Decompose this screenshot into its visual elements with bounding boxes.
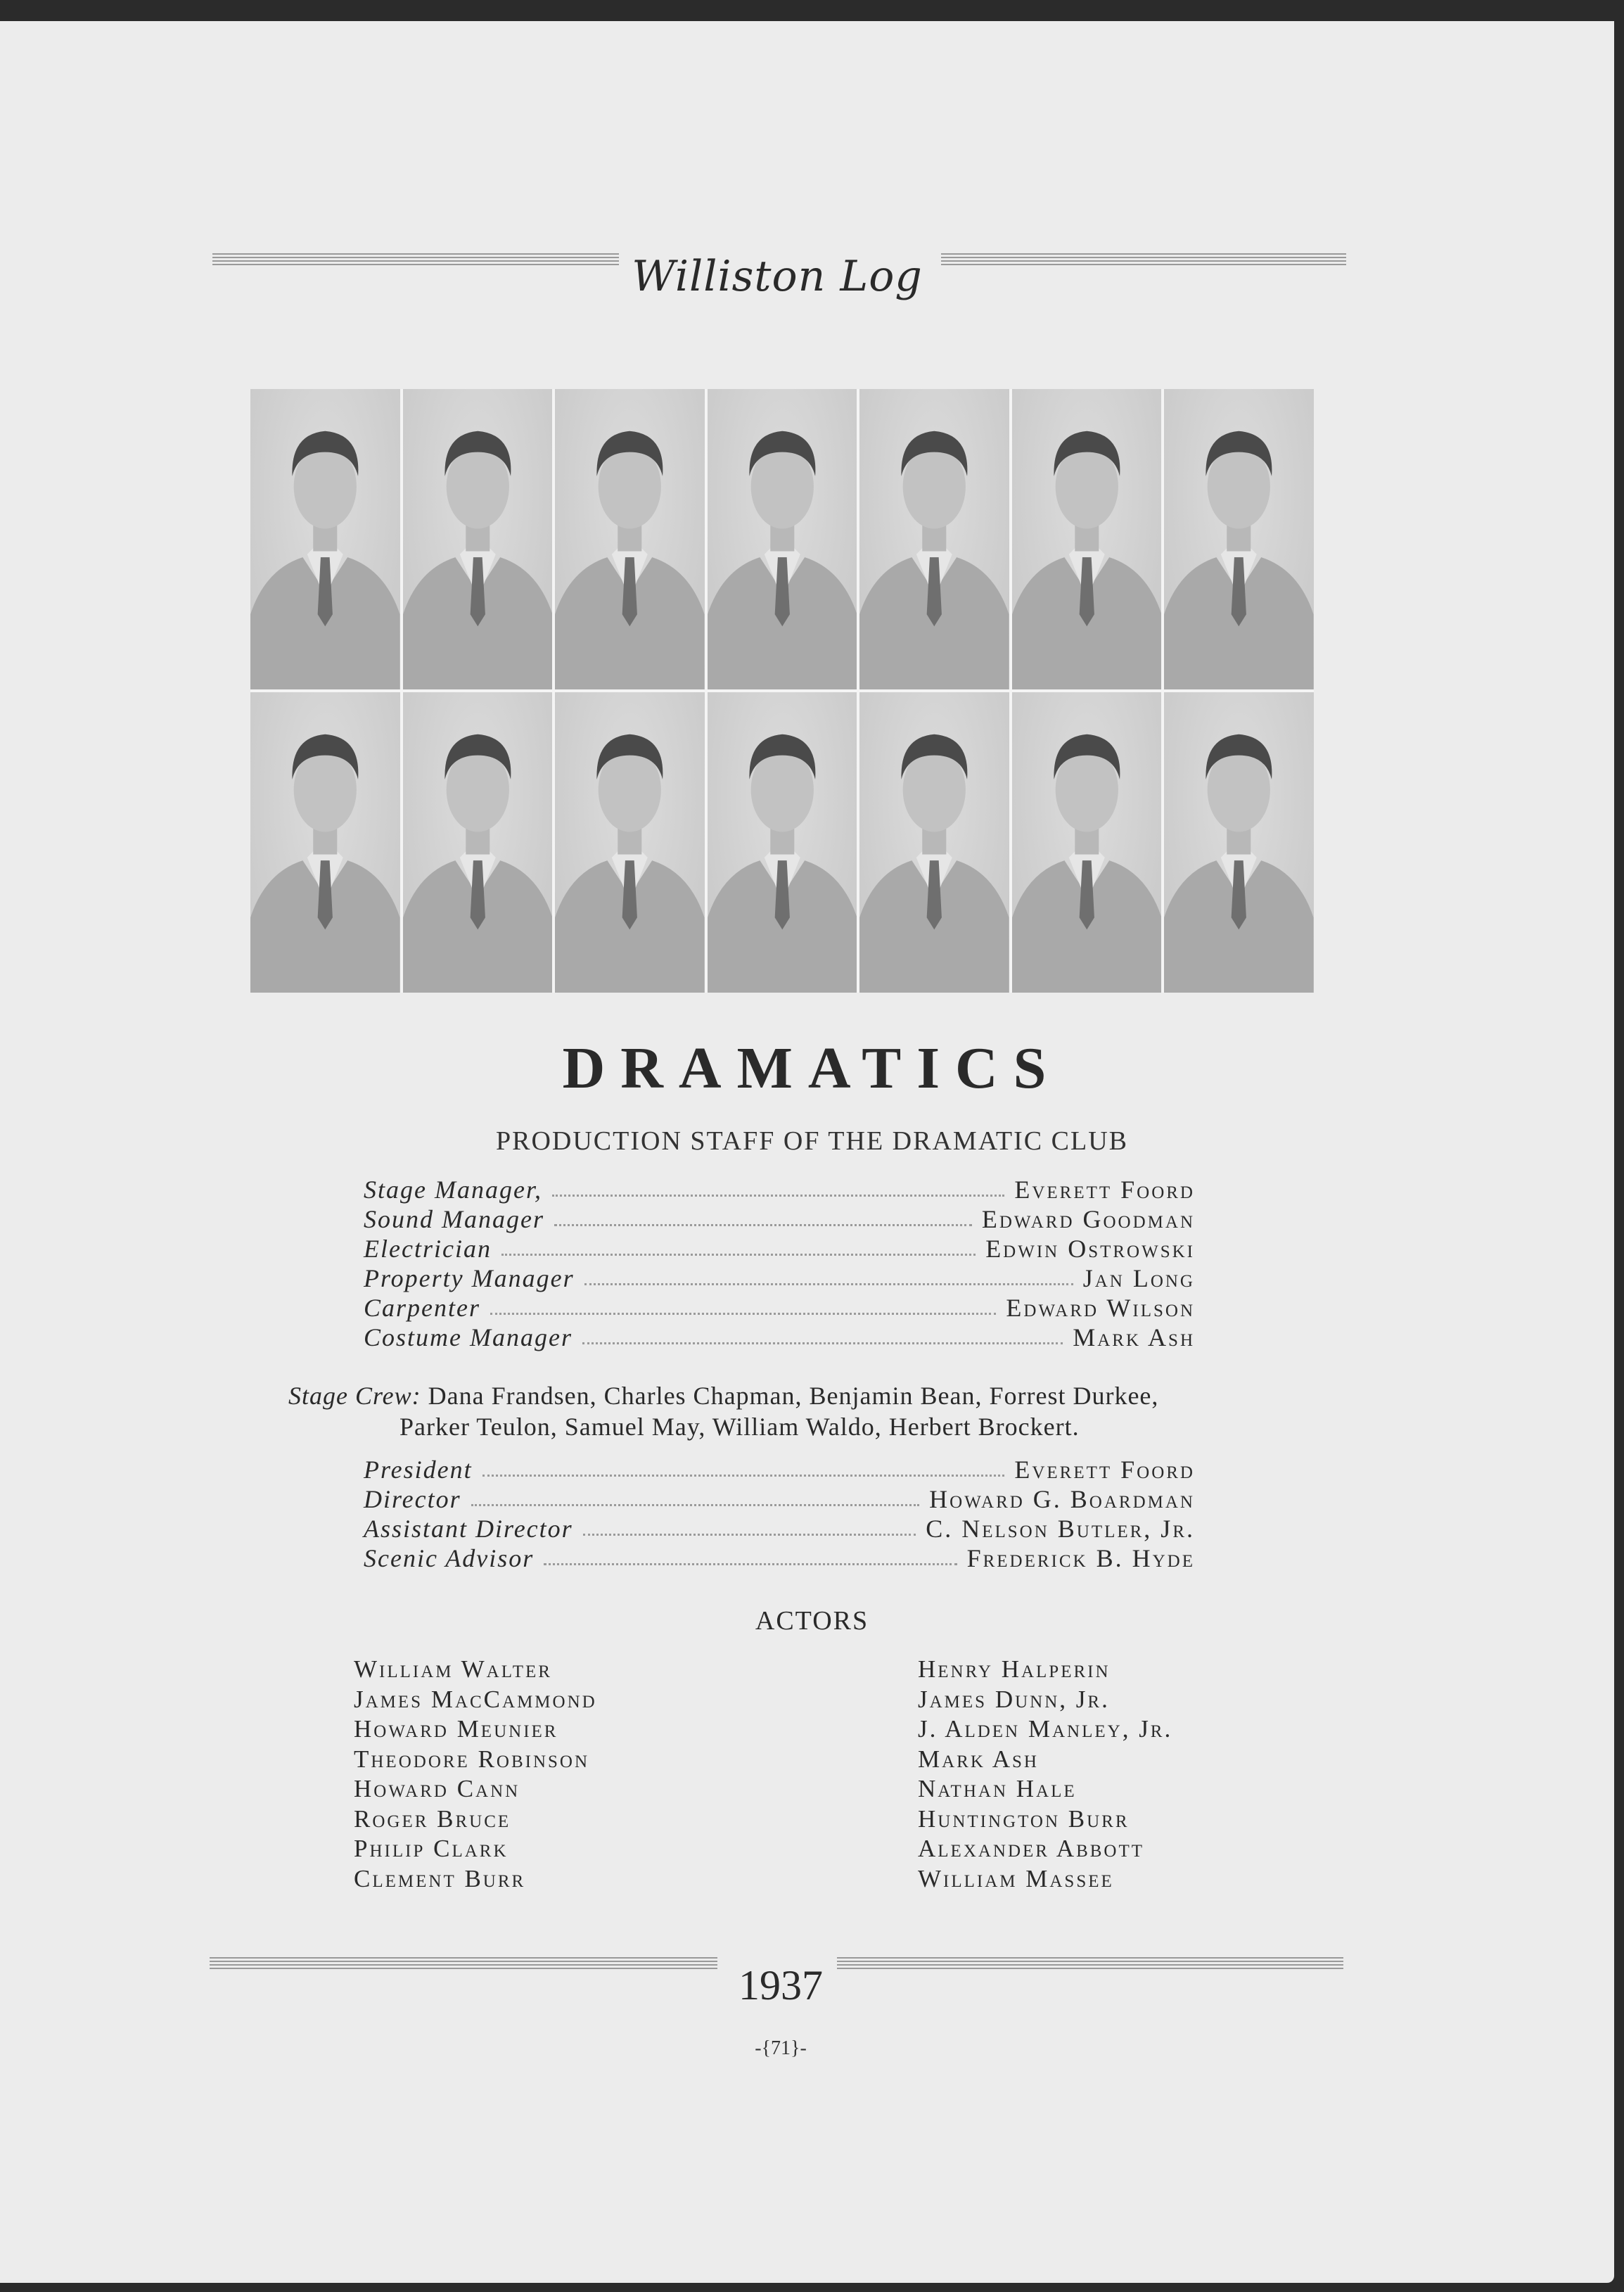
stage-crew-label: Stage Crew: <box>288 1382 421 1410</box>
staff-role: Electrician <box>364 1235 492 1263</box>
officer-row <box>364 1543 1195 1573</box>
actor-name: Nathan Hale <box>918 1775 1077 1802</box>
leader-dots <box>583 1533 916 1536</box>
actors-heading: ACTORS <box>755 1606 869 1636</box>
officer-role: Director <box>364 1485 461 1513</box>
officer-name: C. Nelson Butler, Jr. <box>926 1515 1195 1543</box>
actor-name: Mark Ash <box>918 1745 1039 1773</box>
actor-name: James Dunn, Jr. <box>918 1685 1110 1713</box>
staff-name: Everett Foord <box>1014 1176 1195 1204</box>
portrait-silhouette <box>555 692 705 993</box>
actor-name: Howard Cann <box>354 1775 520 1802</box>
header-rule-left <box>212 253 619 267</box>
actor-name: William Walter <box>354 1655 552 1683</box>
portrait-photo <box>859 389 1009 689</box>
running-header: Williston Log <box>632 252 923 301</box>
leader-dots <box>552 1194 1004 1197</box>
portrait-silhouette <box>250 692 400 993</box>
staff-row <box>364 1263 1195 1293</box>
officer-name: Everett Foord <box>1014 1456 1195 1484</box>
leader-dots <box>584 1282 1073 1285</box>
actor-name: James MacCammond <box>354 1685 597 1713</box>
officer-name: Howard G. Boardman <box>929 1485 1195 1513</box>
staff-name: Mark Ash <box>1073 1323 1195 1351</box>
portrait-photo <box>555 389 705 689</box>
portrait-photo <box>1012 692 1162 993</box>
staff-name: Edward Goodman <box>981 1205 1195 1233</box>
actor-name: William Massee <box>918 1864 1114 1892</box>
actor-name: Philip Clark <box>354 1835 509 1862</box>
stage-crew-names-line1: Dana Frandsen, Charles Chapman, Benjamin Bean, Forrest Durkee, <box>428 1382 1159 1410</box>
page-number: -{71}- <box>755 2037 807 2059</box>
portrait-silhouette <box>859 389 1009 689</box>
actor-name: Henry Halperin <box>918 1655 1111 1683</box>
staff-row <box>364 1293 1195 1323</box>
portrait-photo <box>1164 389 1314 689</box>
staff-role: Property Manager <box>364 1264 575 1292</box>
portrait-photo <box>250 389 400 689</box>
actor-name: Clement Burr <box>354 1864 526 1892</box>
portrait-silhouette <box>1164 692 1314 993</box>
portrait-silhouette <box>555 389 705 689</box>
actor-name: Huntington Burr <box>918 1804 1130 1833</box>
section-title: DRAMATICS <box>562 1036 1062 1101</box>
actor-name: Roger Bruce <box>354 1804 511 1833</box>
portrait-silhouette <box>1164 389 1314 689</box>
portrait-photo <box>555 692 705 993</box>
staff-role: Costume Manager <box>364 1323 573 1351</box>
portrait-photo <box>859 692 1009 993</box>
officer-role: Scenic Advisor <box>364 1544 535 1572</box>
leader-dots <box>490 1312 996 1315</box>
officer-name: Frederick B. Hyde <box>966 1544 1195 1572</box>
portrait-silhouette <box>403 692 553 993</box>
portrait-photo <box>1164 692 1314 993</box>
portrait-grid <box>250 389 1314 993</box>
leader-dots <box>554 1223 972 1226</box>
officer-row <box>364 1484 1195 1514</box>
portrait-silhouette <box>250 389 400 689</box>
staff-role: Sound Manager <box>364 1205 544 1233</box>
portrait-silhouette <box>859 692 1009 993</box>
actor-name: Theodore Robinson <box>354 1745 590 1773</box>
portrait-silhouette <box>1012 389 1162 689</box>
officer-row <box>364 1514 1195 1543</box>
stage-crew <box>288 1380 1287 1442</box>
actors-column-right <box>918 1655 1172 1894</box>
portrait-photo <box>1012 389 1162 689</box>
portrait-photo <box>708 389 857 689</box>
actors-column-left <box>354 1655 597 1894</box>
officer-row <box>364 1455 1195 1484</box>
actor-name: Howard Meunier <box>354 1715 558 1743</box>
staff-role: Stage Manager, <box>364 1176 542 1204</box>
portrait-photo <box>250 692 400 993</box>
officer-role: Assistant Director <box>364 1515 573 1543</box>
staff-role: Carpenter <box>364 1294 480 1322</box>
portrait-photo <box>403 692 553 993</box>
staff-name: Edwin Ostrowski <box>985 1235 1195 1263</box>
portrait-silhouette <box>708 389 857 689</box>
staff-row <box>364 1323 1195 1352</box>
stage-crew-names-line2: Parker Teulon, Samuel May, William Waldo, Herbert Brockert. <box>399 1413 1080 1441</box>
leader-dots <box>482 1474 1005 1477</box>
staff-name: Edward Wilson <box>1006 1294 1195 1322</box>
portrait-silhouette <box>403 389 553 689</box>
staff-row <box>364 1175 1195 1204</box>
portrait-silhouette <box>708 692 857 993</box>
header-rule-right <box>941 253 1346 267</box>
yearbook-page <box>0 21 1614 2283</box>
portrait-photo <box>403 389 553 689</box>
leader-dots <box>501 1253 976 1256</box>
actor-name: Alexander Abbott <box>918 1835 1145 1862</box>
footer-rule-left <box>210 1957 717 1971</box>
leader-dots <box>582 1342 1063 1344</box>
leader-dots <box>544 1562 957 1565</box>
staff-row <box>364 1234 1195 1263</box>
leader-dots <box>471 1503 919 1506</box>
section-subtitle: PRODUCTION STAFF OF THE DRAMATIC CLUB <box>496 1126 1128 1156</box>
staff-row <box>364 1204 1195 1234</box>
portrait-photo <box>708 692 857 993</box>
footer-year: 1937 <box>739 1962 823 2008</box>
staff-name: Jan Long <box>1082 1264 1195 1292</box>
portrait-silhouette <box>1012 692 1162 993</box>
officer-role: President <box>364 1456 473 1484</box>
footer-rule-right <box>837 1957 1343 1971</box>
actor-name: J. Alden Manley, Jr. <box>918 1715 1173 1743</box>
